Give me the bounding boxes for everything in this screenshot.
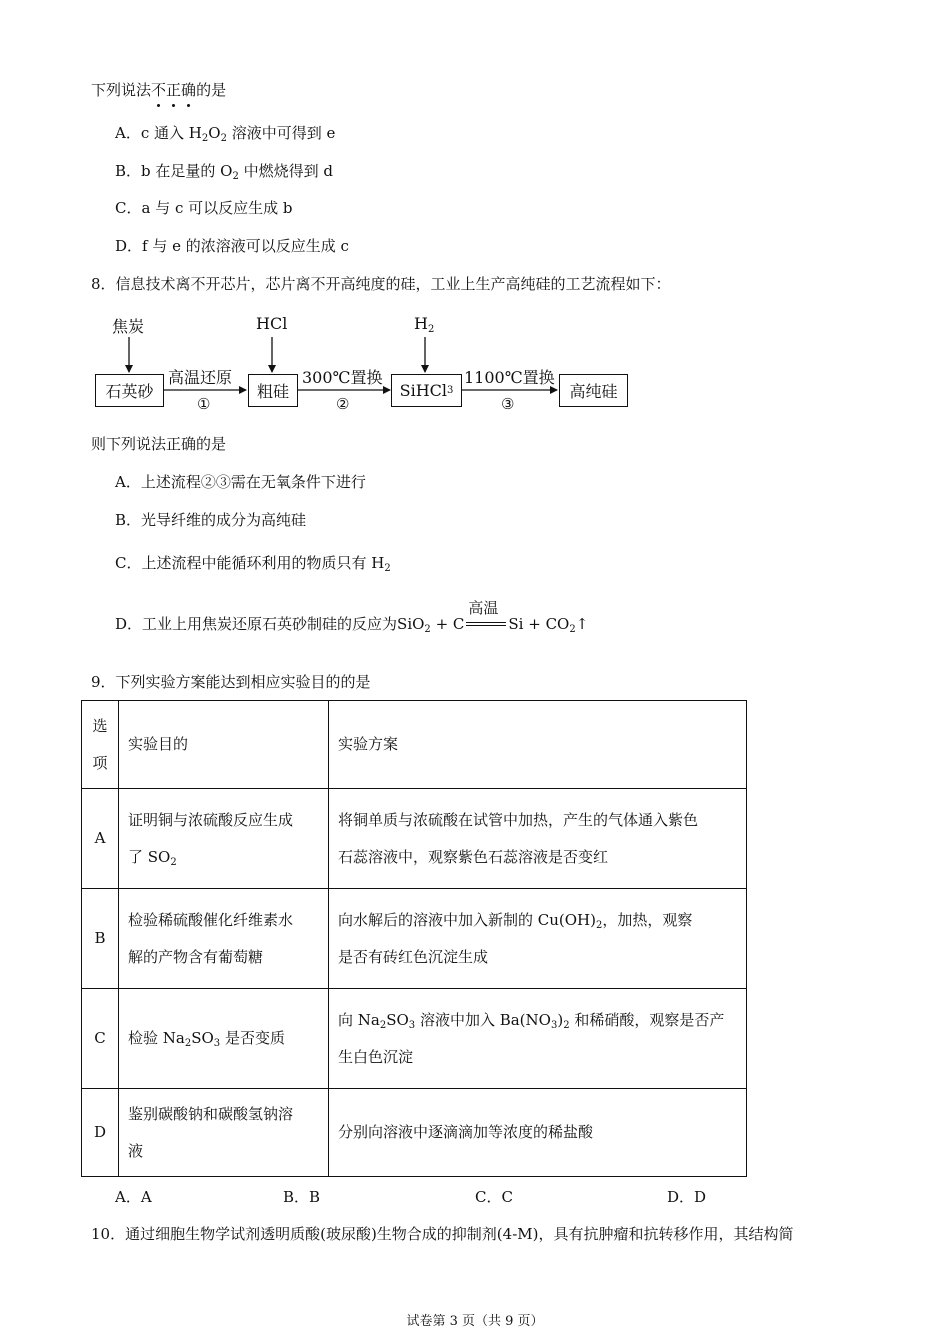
header-plan: 实验方案 [329, 701, 747, 789]
box-sihcl3: SiHCl 3 [391, 374, 462, 407]
input-hcl: HCl [256, 314, 288, 333]
q8-option-a: A．上述流程②③需在无氧条件下进行 [115, 473, 366, 491]
table-row [82, 989, 747, 1089]
step-1-label: 高温还原 [168, 368, 233, 387]
row-purpose: 检验稀硫酸催化纤维素水 解的产物含有葡萄糖 [119, 889, 329, 989]
emphasis-char: 确 [181, 81, 197, 99]
row-plan: 分别向溶液中逐滴滴加等浓度的稀盐酸 [329, 1089, 747, 1177]
question-9-stem: 9．下列实验方案能达到相应实验目的的是 [91, 673, 371, 691]
row-purpose: 检验 $Na_2SO_3$ 是否变质 [119, 989, 329, 1089]
row-purpose: 证明铜与浓硫酸反应生成 了 $SO_2$ [119, 789, 329, 889]
row-plan: 向水解后的溶液中加入新制的 $Cu(OH)_2$，加热，观察 是否有砖红色沉淀生成 [329, 889, 747, 989]
q9-answer-c: C．C [475, 1188, 513, 1206]
table-row [82, 1089, 747, 1177]
q7-option-b: B．b 在足量的 $O_2$ 中燃烧得到 d [115, 162, 333, 182]
header-option: 选 项 [82, 701, 119, 789]
step-3-number: ③ [501, 395, 515, 413]
box-crude-silicon: 粗硅 [248, 374, 298, 407]
row-key: A [82, 789, 119, 889]
emphasis-char: 不 [151, 81, 167, 99]
row-plan: 将铜单质与浓硫酸在试管中加热，产生的气体通入紫色 石蕊溶液中，观察紫色石蕊溶液是否变红 [329, 789, 747, 889]
row-purpose: 鉴别碳酸钠和碳酸氢钠溶 液 [119, 1089, 329, 1177]
box-quartz-sand: 石英砂 [95, 374, 164, 407]
table-row [82, 789, 747, 889]
q9-answer-d: D．D [667, 1188, 707, 1206]
question-8-stem: 8．信息技术离不开芯片，芯片离不开高纯度的硅，工业上生产高纯硅的工艺流程如下： [91, 275, 671, 293]
row-plan: 向 $Na_2SO_3$ 溶液中加入 $Ba(NO_3)_2$ 和稀硝酸，观察是否产 生白色沉淀 [329, 989, 747, 1089]
box-pure-silicon: 高纯硅 [559, 374, 628, 407]
experiment-table [81, 700, 747, 1177]
input-coke: 焦炭 [112, 317, 145, 336]
question-7-stem: 下列说法不正确的是 [91, 81, 227, 99]
table-header-row [82, 701, 747, 789]
row-key: B [82, 889, 119, 989]
page-footer: 试卷第 3 页（共 9 页） [406, 1314, 544, 1329]
q7-option-c: C．a 与 c 可以反应生成 b [115, 199, 293, 217]
q9-answer-b: B．B [283, 1188, 321, 1206]
q8-option-b: B．光导纤维的成分为高纯硅 [115, 511, 307, 529]
reaction-condition: 高温 [466, 614, 506, 634]
table-row [82, 889, 747, 989]
header-purpose: 实验目的 [119, 701, 329, 789]
q9-answer-a: A．A [115, 1188, 152, 1206]
emphasis-char: 正 [166, 81, 182, 99]
step-2-label: 300℃置换 [302, 368, 383, 387]
q8-option-c: C．上述流程中能循环利用的物质只有 $H_2$ [115, 554, 391, 574]
q7-option-a: A．c 通入 $H_2O_2$ 溶液中可得到 e [115, 124, 336, 144]
step-2-number: ② [336, 395, 350, 413]
question-10-stem: 10．通过细胞生物学试剂透明质酸(玻尿酸)生物合成的抑制剂(4-M)，具有抗肿瘤和抗转移作用，其结构简 [91, 1225, 794, 1243]
step-3-label: 1100℃置换 [464, 368, 555, 387]
step-1-number: ① [197, 395, 211, 413]
row-key: D [82, 1089, 119, 1177]
input-h2: $H_2$ [414, 314, 435, 335]
q7-option-d: D．f 与 e 的浓溶液可以反应生成 c [115, 237, 349, 255]
question-8-stem-2: 则下列说法正确的是 [91, 435, 227, 453]
flow-arrows [0, 0, 950, 420]
row-key: C [82, 989, 119, 1089]
q8-option-d: D．工业上用焦炭还原石英砂制硅的反应为SiO$_2$ + C 高温 $Si + CO_2↑$ [115, 599, 589, 635]
